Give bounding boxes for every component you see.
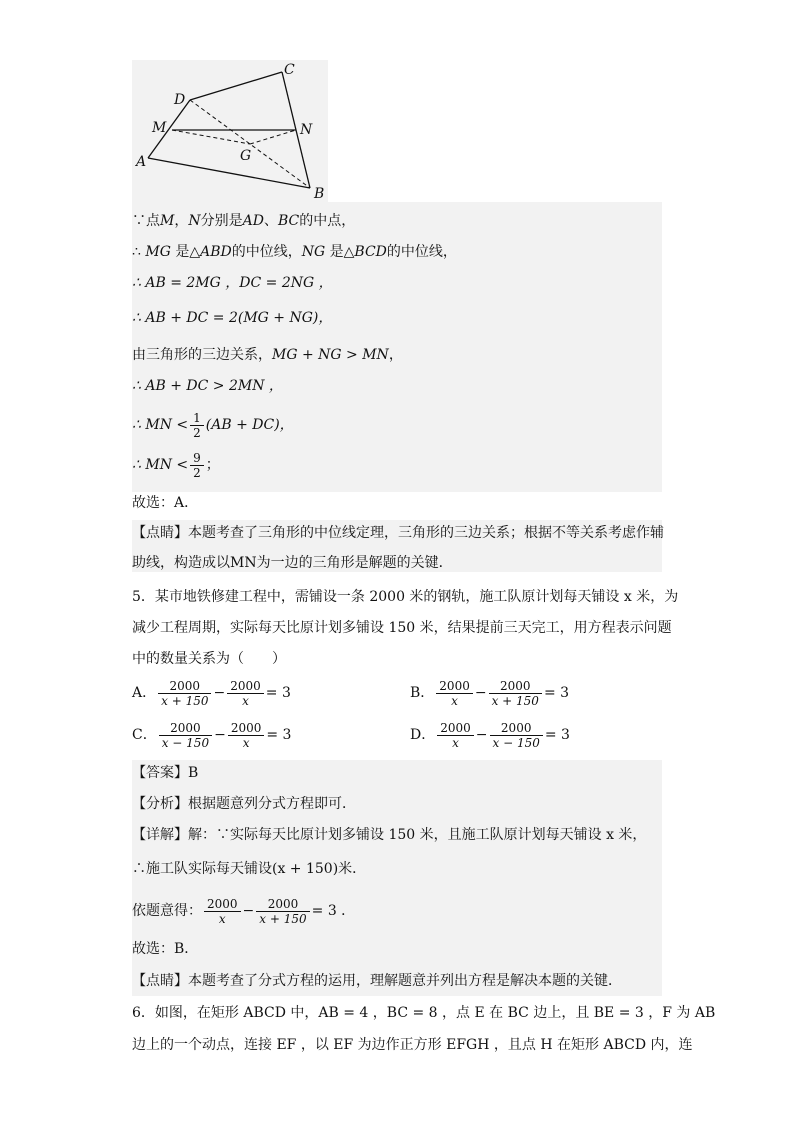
keypoint-line-1: 【点睛】本题考查了三角形的中位线定理，三角形的三边关系；根据不等关系考虑作辅 [132,525,664,541]
detail-line-5: 【点睛】本题考查了分式方程的运用，理解题意并列出方程是解决本题的关键． [132,973,622,989]
quadrilateral-diagram [132,60,328,202]
solution-line-1: ∵点M，N分别是AD、BC的中点， [132,213,356,229]
question-5-line-1: 5．某市地铁修建工程中，需铺设一条 2000 米的钢轨，施工队原计划每天铺设 x 米，为 [132,589,679,605]
label-c: C [284,62,295,78]
question-5-line-2: 减少工程周期，实际每天比原计划多铺设 150 米，结果提前三天完工，用方程表示问题 [132,620,672,636]
label-d: D [174,92,186,108]
segment-gn [250,130,296,144]
question-6-line-1: 6．如图，在矩形 ABCD 中，AB = 4 ，BC = 8 ，点 E 在 BC 边上，且 BE = 3 ，F 为 AB [132,1005,716,1021]
answer-line: 【答案】B [132,765,199,781]
analysis-line: 【分析】根据题意列分式方程即可． [132,796,356,812]
geometry-figure [132,60,328,202]
segment-mg [172,130,250,144]
label-n: N [300,122,313,138]
side-ab [148,158,310,188]
option-a[interactable]: A． $\frac{2000}{x + 150}$ − $\frac{2000}{x}$ = 3 [132,678,291,708]
label-g: G [240,148,252,164]
detail-line-1: 【详解】解：∵实际每天比原计划多铺设 150 米，且施工队原计划每天铺设 x 米， [132,827,647,843]
option-c[interactable]: C． $\frac{2000}{x - 150}$ − $\frac{2000}{x}$ = 3 [132,720,292,750]
solution-line-5: 由三角形的三边关系，MG + NG > MN， [132,347,403,363]
keypoint-line-2: 助线，构造成以MN为一边的三角形是解题的关键． [132,555,453,571]
label-m: M [152,120,167,136]
detail-line-2: ∴施工队实际每天铺设(x + 150)米． [132,861,367,877]
solution-line-2: ∴ MG 是△ABD的中位线，NG 是△BCD的中位线， [132,244,457,260]
side-dc [190,72,282,100]
label-b: B [314,186,325,202]
detail-line-4: 故选：B． [132,941,199,957]
option-b[interactable]: B． $\frac{2000}{x}$ − $\frac{2000}{x + 150}$ = 3 [410,678,570,708]
solution-line-7: ∴ MN < $\frac{1}{2}$ (AB + DC)， [132,410,294,440]
question-6-line-2: 边上的一个动点，连接 EF ，以 EF 为边作正方形 EFGH ，且点 H 在矩形 ABCD 内，连 [132,1037,693,1053]
choice-a-line: 故选：A． [132,495,199,511]
detail-line-3: 依题意得： $\frac{2000}{x}$ − $\frac{2000}{x + 150}$ = 3 ． [132,896,356,926]
label-a: A [136,154,147,170]
solution-line-4: ∴ AB + DC = 2(MG + NG)， [132,310,333,326]
question-5-line-3: 中的数量关系为（ ） [132,651,286,667]
solution-line-3: ∴ AB = 2MG ，DC = 2NG ， [132,275,333,291]
solution-line-6: ∴ AB + DC > 2MN ， [132,378,283,394]
option-d[interactable]: D． $\frac{2000}{x}$ − $\frac{2000}{x - 150}$ = 3 [410,720,570,750]
solution-line-8: ∴ MN < $\frac{9}{2}$ ； [132,450,220,480]
